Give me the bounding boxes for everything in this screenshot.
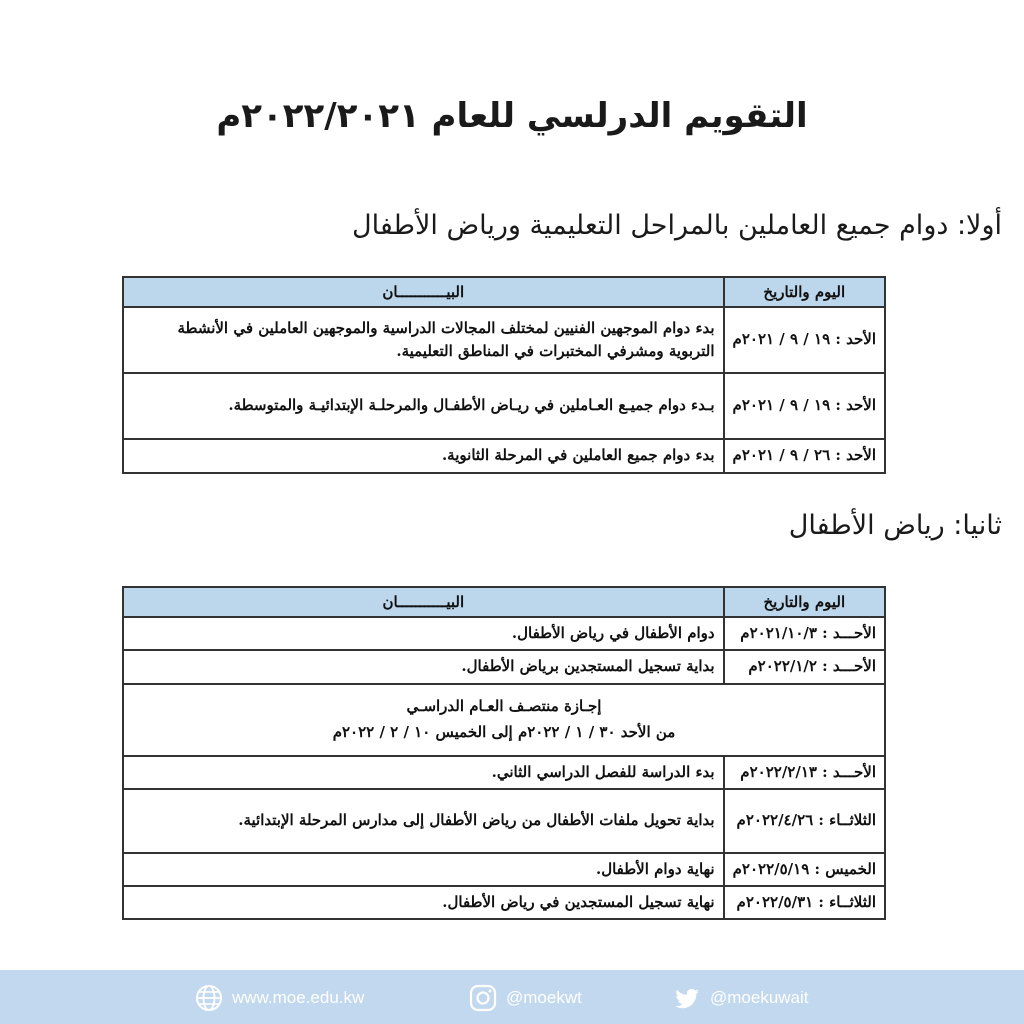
vacation-cell xyxy=(123,684,885,756)
vacation-row xyxy=(123,684,885,756)
column-header-date: اليوم والتاريخ xyxy=(724,277,885,307)
row-date: الأحـــد : ٢٠٢٢/١/٢م xyxy=(724,650,885,683)
table-row xyxy=(123,886,885,919)
footer-bar xyxy=(0,970,1024,1024)
row-date: الأحد : ١٩ / ٩ / ٢٠٢١م xyxy=(724,307,885,373)
footer-instagram-link[interactable] xyxy=(468,982,582,1014)
footer-website-text: www.moe.edu.kw xyxy=(232,988,365,1007)
row-description: نهاية تسجيل المستجدين في رياض الأطفال. xyxy=(123,886,724,919)
row-description: بدء دوام جميع العاملين في المرحلة الثانوية. xyxy=(123,439,724,473)
table-row xyxy=(123,373,885,439)
table-row xyxy=(123,617,885,650)
table-row xyxy=(123,307,885,373)
table-row xyxy=(123,789,885,853)
row-date: الأحد : ٢٦ / ٩ / ٢٠٢١م xyxy=(724,439,885,473)
row-date: الثلاثــاء : ٢٠٢٢/٥/٣١م xyxy=(724,886,885,919)
vacation-dates: من الأحد ٣٠ / ١ / ٢٠٢٢م إلى الخميس ١٠ / ٢ / ٢٠٢٢م xyxy=(332,722,676,741)
footer-twitter-text: @moekuwait xyxy=(710,988,809,1007)
row-date: الخميس : ٢٠٢٢/٥/١٩م xyxy=(724,853,885,886)
row-description: بدء دوام الموجهين الفنيين لمختلف المجالات الدراسية والموجهين العاملين في الأنشطة التربوية ومشرفي المختبرات في المناطق التعليمية. xyxy=(123,307,724,373)
row-date: الأحـــد : ٢٠٢٢/٢/١٣م xyxy=(724,756,885,789)
globe-icon xyxy=(194,983,224,1013)
footer-website-link[interactable] xyxy=(194,982,364,1014)
kindergarten-schedule-table xyxy=(122,586,886,920)
section-heading-staff: أولا: دوام جميع العاملين بالمراحل التعليمية ورياض الأطفال xyxy=(352,210,1002,241)
row-description: دوام الأطفال في رياض الأطفال. xyxy=(123,617,724,650)
column-header-description: البيـــــــــــان xyxy=(123,277,724,307)
staff-schedule-table xyxy=(122,276,886,474)
row-description: بداية تحويل ملفات الأطفال من رياض الأطفال إلى مدارس المرحلة الإبتدائية. xyxy=(123,789,724,853)
row-description: بداية تسجيل المستجدين برياض الأطفال. xyxy=(123,650,724,683)
row-description: بـدء دوام جميـع العـاملين في ريـاض الأطفـال والمرحلـة الإبتدائيـة والمتوسطة. xyxy=(123,373,724,439)
vacation-title: إجـازة منتصـف العـام الدراسـي xyxy=(406,697,602,715)
twitter-icon xyxy=(672,983,702,1013)
table-header-row xyxy=(123,277,885,307)
table-row xyxy=(123,756,885,789)
row-date: الأحـــد : ٢٠٢١/١٠/٣م xyxy=(724,617,885,650)
table-row xyxy=(123,650,885,683)
table-row xyxy=(123,853,885,886)
table-header-row xyxy=(123,587,885,617)
page-title: التقويم الدرلسي للعام ٢٠٢٢/٢٠٢١م xyxy=(216,96,808,136)
instagram-icon xyxy=(468,983,498,1013)
footer-instagram-text: @moekwt xyxy=(506,988,582,1007)
row-description: بدء الدراسة للفصل الدراسي الثاني. xyxy=(123,756,724,789)
row-date: الثلاثــاء : ٢٠٢٢/٤/٢٦م xyxy=(724,789,885,853)
column-header-description: البيـــــــــــان xyxy=(123,587,724,617)
section-heading-kindergarten: ثانيا: رياض الأطفال xyxy=(788,510,1002,541)
footer-twitter-link[interactable] xyxy=(672,982,809,1014)
row-description: نهاية دوام الأطفال. xyxy=(123,853,724,886)
row-date: الأحد : ١٩ / ٩ / ٢٠٢١م xyxy=(724,373,885,439)
table-row xyxy=(123,439,885,473)
column-header-date: اليوم والتاريخ xyxy=(724,587,885,617)
